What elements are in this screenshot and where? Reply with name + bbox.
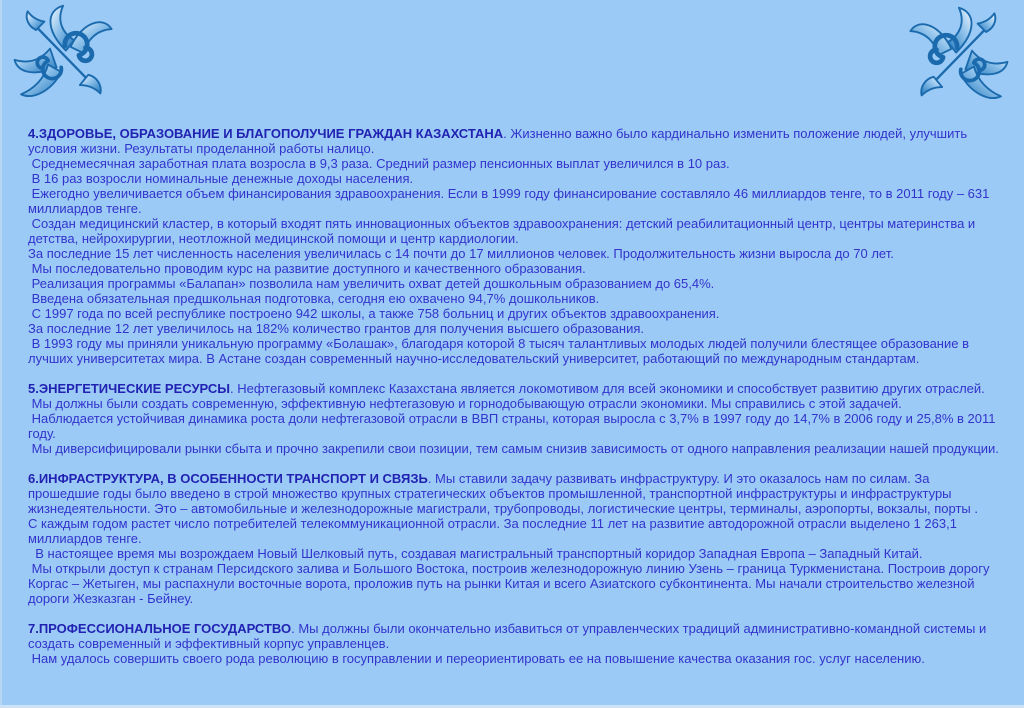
body-paragraph: В 1993 году мы приняли уникальную программу «Болашак», благодаря которой 8 тысяч талантливых молодых людей получили блестящее образование в лучших университетах мира. В Астане создан современный научно-исследовательский университет, работающий по международным стандартам.: [28, 336, 973, 366]
section-lead-text: . Мы ставили задачу развивать инфраструктуру. И это оказалось нам по силам. За прошедшие годы было введено в строй множество крупных стратегических объектов промышленной, транспортной инфраструктуры и инфраструктуры жизнедеятельности. Это – автомобильные и железнодорожные магистрали, трубопроводы, логистические центры, терминалы, аэропорты, вокзалы, порты .: [28, 471, 979, 516]
body-paragraph: Наблюдается устойчивая динамика роста доли нефтегазовой отрасли в ВВП страны, которая выросла с 3,7% в 1997 году до 14,7% в 2006 году и 25,8% в 2011 году.: [28, 411, 1000, 441]
body-paragraph: Введена обязательная предшкольная подготовка, сегодня ею охвачено 94,7% дошкольников.: [28, 291, 600, 306]
body-paragraph: Реализация программы «Балапан» позволила нам увеличить охват детей дошкольным образованием до 65,4%.: [28, 276, 715, 291]
section-heading: 7.ПРОФЕССИОНАЛЬНОЕ ГОСУДАРСТВО: [28, 621, 292, 636]
body-paragraph: Создан медицинский кластер, в который входят пять инновационных объектов здравоохранения: детский реабилитационный центр, центры материнства и детства, нейрохирургии, неотложной медицинской помощи и центр кардиологии.: [28, 216, 979, 246]
body-paragraph: Мы должны были создать современную, эффективную нефтегазовую и горнодобывающую отрасли экономики. Мы справились с этой задачей.: [28, 396, 902, 411]
section-lead-text: . Мы должны были окончательно избавиться от управленческих традиций административно-командной системы и создать современный и эффективный корпус управленцев.: [28, 621, 990, 651]
body-paragraph: С каждым годом растет число потребителей телекоммуникационной отрасли. За последние 11 лет на развитие автодорожной отрасли выделено 1 263,1 миллиардов тенге.: [28, 516, 961, 546]
section-heading: 6.ИНФРАСТРУКТУРА, В ОСОБЕННОСТИ ТРАНСПОРТ И СВЯЗЬ: [28, 471, 428, 486]
body-paragraph: Среднемесячная заработная плата возросла в 9,3 раза. Средний размер пенсионных выплат увеличился в 10 раз.: [28, 156, 730, 171]
slide-body-text: [28, 126, 1000, 681]
section-infrastructure-transport: [28, 471, 1000, 606]
body-paragraph: С 1997 года по всей республике построено 942 школы, а также 758 больниц и других объектов здравоохранения.: [28, 306, 720, 321]
body-paragraph: В 16 раз возросли номинальные денежные доходы населения.: [28, 171, 414, 186]
butterfly-ornament-mirrored-icon: [902, 4, 1014, 116]
body-paragraph: За последние 15 лет численность населения увеличилась с 14 почти до 17 миллионов человек. Продолжительность жизни выросла до 70 лет.: [28, 246, 894, 261]
section-energy-resources: [28, 381, 1000, 456]
section-lead-paragraph: [28, 471, 1000, 516]
body-paragraph: Мы последовательно проводим курс на развитие доступного и качественного образования.: [28, 261, 586, 276]
butterfly-ornament-icon: [8, 2, 120, 114]
section-professional-state: [28, 621, 1000, 666]
section-health-education: [28, 126, 1000, 366]
section-lead-text: . Нефтегазовый комплекс Казахстана является локомотивом для всей экономики и способствует развитию других отраслей.: [230, 381, 985, 396]
section-lead-paragraph: [28, 126, 1000, 156]
body-paragraph: Мы открыли доступ к странам Персидского залива и Большого Востока, построив железнодорожную линию Узень – граница Туркменистана. Построив дорогу Коргас – Жетыген, мы распахнули восточные ворота, проложив путь на рынки Китая и всего Азиатского субконтинента. Мы начали строительство железной дороги Жезказган - Бейнеу.: [28, 561, 994, 606]
body-paragraph: Мы диверсифицировали рынки сбыта и прочно закрепили свои позиции, тем самым снизив зависимость от одного направления реализации нашей продукции.: [28, 441, 999, 456]
slide-left-edge: [0, 0, 2, 708]
body-paragraph: За последние 12 лет увеличилось на 182% количество грантов для получения высшего образования.: [28, 321, 644, 336]
body-paragraph: Ежегодно увеличивается объем финансирования здравоохранения. Если в 1999 году финансирование составляло 46 миллиардов тенге, то в 2011 году – 631 миллиардов тенге.: [28, 186, 993, 216]
body-paragraph: Нам удалось совершить своего рода революцию в госуправлении и переориентировать ее на повышение качества оказания гос. услуг населению.: [28, 651, 925, 666]
section-lead-paragraph: [28, 621, 1000, 651]
section-lead-paragraph: [28, 381, 1000, 396]
body-paragraph: В настоящее время мы возрождаем Новый Шелковый путь, создавая магистральный транспортный коридор Западная Европа – Западный Китай.: [28, 546, 923, 561]
section-heading: 5.ЭНЕРГЕТИЧЕСКИЕ РЕСУРСЫ: [28, 381, 231, 396]
section-heading: 4.ЗДОРОВЬЕ, ОБРАЗОВАНИЕ И БЛАГОПОЛУЧИЕ ГРАЖДАН КАЗАХСТАНА: [28, 126, 504, 141]
section-lead-text: . Жизненно важно было кардинально изменить положение людей, улучшить условия жизни. Результаты проделанной работы налицо.: [28, 126, 971, 156]
